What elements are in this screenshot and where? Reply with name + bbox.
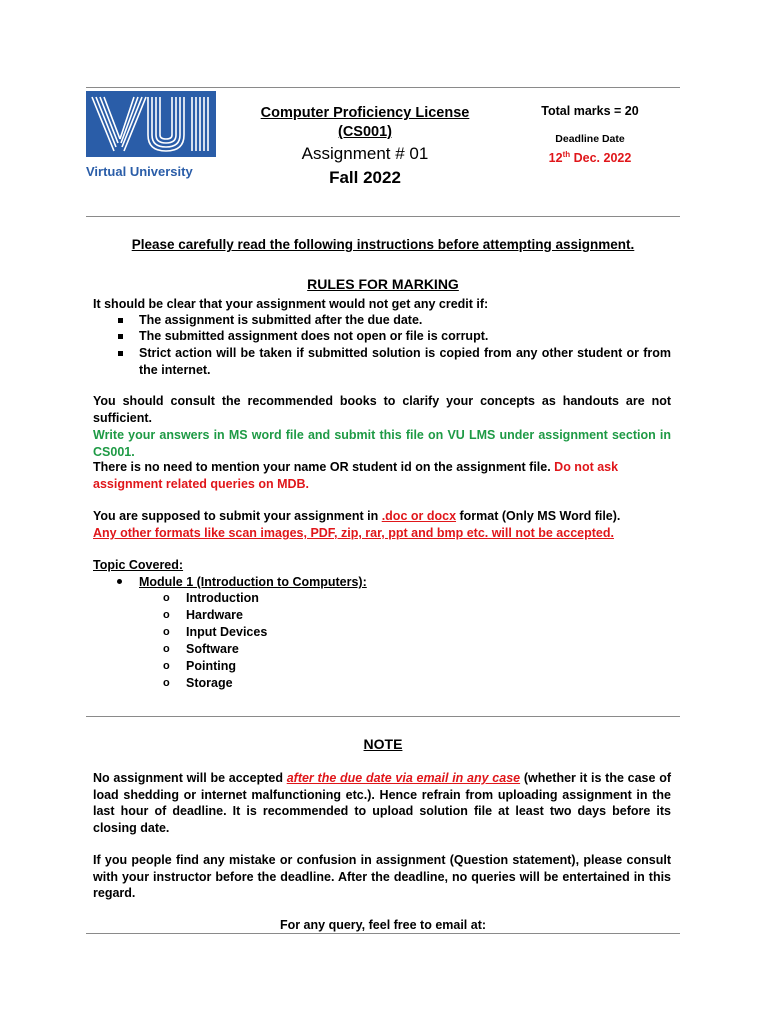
name-paragraph: There is no need to mention your name OR student id on the assignment file. Do not ask assignment related queries on MDB. [93, 460, 619, 491]
format-paragraph: You are supposed to submit your assignment in .doc or docx format (Only MS Word file). [93, 509, 621, 523]
bullet-o-icon: o [163, 592, 170, 604]
bullet-dot-icon [117, 579, 122, 584]
query-line: For any query, feel free to email at: [279, 918, 487, 932]
header-divider [86, 216, 680, 217]
bullet-o-icon: o [163, 609, 170, 621]
rule-item: Strict action will be taken if submitted solution is copied from any other student or from the internet. [139, 346, 671, 377]
bullet-o-icon: o [163, 660, 170, 672]
topic-item: Introduction [186, 591, 259, 605]
rule-item: The submitted assignment does not open or file is corrupt. [139, 329, 489, 343]
deadline-label: Deadline Date [555, 133, 625, 145]
bullet-square-icon [118, 351, 123, 356]
vu-logo-icon [86, 91, 216, 157]
books-paragraph: You should consult the recommended books to clarify your concepts as handouts are not sufficient. [93, 394, 671, 425]
note-divider [86, 716, 680, 717]
rule-item: The assignment is submitted after the due date. [139, 313, 423, 327]
note-paragraph-1: No assignment will be accepted after the due date via email in any case (whether it is the case of load shedding or internet malfunctioning etc.). Hence refrain from uploading assignment in the last hour of deadline. It is recommended to upload solution file at least two days before its closing date. [93, 771, 671, 835]
bullet-o-icon: o [163, 643, 170, 655]
assignment-number: Assignment # 01 [301, 144, 429, 163]
bullet-o-icon: o [163, 626, 170, 638]
topic-item: Storage [186, 676, 233, 690]
topic-item: Software [186, 642, 239, 656]
bottom-divider [86, 933, 680, 934]
instructions-heading: Please carefully read the following instructions before attempting assignment. [131, 237, 635, 252]
bullet-square-icon [118, 318, 123, 323]
total-marks: Total marks = 20 [541, 104, 639, 118]
topic-item: Pointing [186, 659, 236, 673]
submission-paragraph: Write your answers in MS word file and submit this file on VU LMS under assignment section in CS001. [93, 428, 671, 459]
rules-intro: It should be clear that your assignment would not get any credit if: [93, 297, 489, 311]
deadline-date: 12th Dec. 2022 [548, 150, 632, 166]
top-divider [86, 87, 680, 88]
logo-caption: Virtual University [86, 164, 193, 179]
topic-item: Hardware [186, 608, 243, 622]
topic-item: Input Devices [186, 625, 268, 639]
topics-heading: Topic Covered: [93, 558, 184, 572]
semester: Fall 2022 [329, 168, 401, 187]
module-title: Module 1 (Introduction to Computers): [139, 575, 367, 589]
note-heading: NOTE [363, 736, 403, 752]
course-code: (CS001) [338, 124, 392, 140]
bullet-o-icon: o [163, 677, 170, 689]
bullet-square-icon [118, 334, 123, 339]
note-paragraph-2: If you people find any mistake or confusion in assignment (Question statement), please consult with your instructor before the deadline. After the deadline, no queries will be entertained in this regard. [93, 853, 671, 900]
course-title: Computer Proficiency License [260, 105, 470, 121]
vu-logo [86, 91, 216, 177]
rules-heading: RULES FOR MARKING [307, 276, 459, 292]
format-warning: Any other formats like scan images, PDF, zip, rar, ppt and bmp etc. will not be accepted. [93, 526, 614, 540]
